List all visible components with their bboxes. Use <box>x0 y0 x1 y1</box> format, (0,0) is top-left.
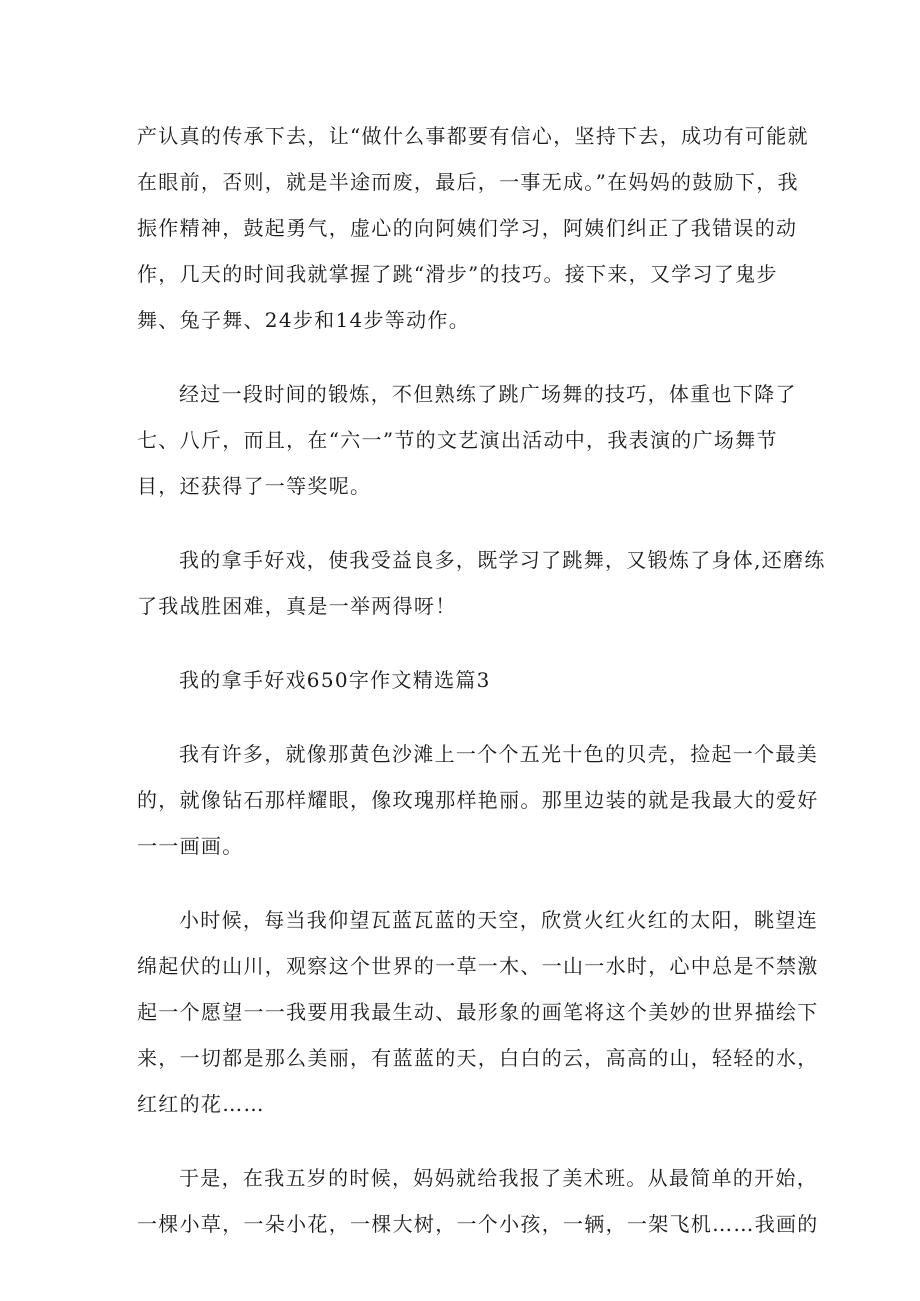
text-line: 了我战胜困难，真是一举两得呀！ <box>137 594 457 618</box>
text-line: 振作精神，鼓起勇气，虚心的向阿姨们学习，阿姨们纠正了我错误的动 <box>137 216 798 240</box>
text-line: 目，还获得了一等奖呢。 <box>137 474 372 498</box>
document-body <box>137 113 826 1247</box>
text-line: 经过一段时间的锻炼，不但熟练了跳广场舞的技巧，体重也下降了 <box>179 382 797 406</box>
text-line: 我有许多，就像那黄色沙滩上一个个五光十色的贝壳，捡起一个最美 <box>179 742 818 766</box>
text-line: 小时候，每当我仰望瓦蓝瓦蓝的天空，欣赏火红火红的太阳，眺望连 <box>179 908 818 932</box>
text-line: 于是，在我五岁的时候，妈妈就给我报了美术班。从最简单的开始， <box>179 1166 818 1190</box>
text-line: 七、八斤，而且，在“六一”节的文艺演出活动中，我表演的广场舞节 <box>137 428 778 452</box>
text-line: 起一个愿望一一我要用我最生动、最形象的画笔将这个美妙的世界描绘下 <box>137 1000 819 1024</box>
text-line: 我的拿手好戏，使我受益良多，既学习了跳舞，又锻炼了身体,还磨练 <box>179 548 826 572</box>
paragraph-4 <box>137 731 819 869</box>
paragraph-6 <box>137 1155 819 1247</box>
text-line: 一棵小草，一朵小花，一棵大树，一个小孩，一辆，一架飞机……我画的 <box>137 1212 819 1236</box>
text-line: 绵起伏的山川，观察这个世界的一草一木、一山一水时，心中总是不禁激 <box>137 954 819 978</box>
text-line: 舞、兔子舞、24步和14步等动作。 <box>137 308 470 332</box>
text-line: 来，一切都是那么美丽，有蓝蓝的天，白白的云，高高的山，轻轻的水， <box>137 1046 819 1070</box>
text-line: 作，几天的时间我就掌握了跳“滑步”的技巧。接下来，又学习了鬼步 <box>137 262 778 286</box>
section-heading <box>137 657 789 703</box>
text-line: 一一画画。 <box>137 834 244 858</box>
text-line: 红红的花…… <box>137 1092 265 1116</box>
paragraph-5 <box>137 897 819 1127</box>
paragraph-3 <box>137 537 826 629</box>
text-line: 产认真的传承下去，让“做什么事都要有信心，坚持下去，成功有可能就 <box>137 124 809 148</box>
heading-text: 我的拿手好戏650字作文精选篇3 <box>179 668 491 692</box>
paragraph-1 <box>137 113 809 343</box>
paragraph-2 <box>137 371 797 509</box>
text-line: 在眼前，否则，就是半途而废，最后，一事无成。”在妈妈的鼓励下，我 <box>137 170 799 194</box>
text-line: 的，就像钻石那样耀眼，像玫瑰那样艳丽。那里边装的就是我最大的爱好 <box>137 788 819 812</box>
